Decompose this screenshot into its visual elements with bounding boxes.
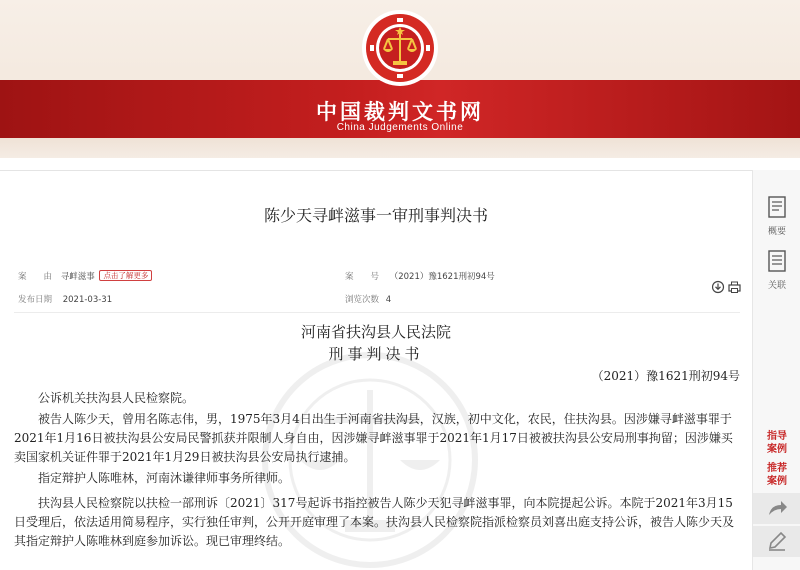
case-number: （2021）豫1621刑初94号 bbox=[591, 369, 740, 383]
related-icon bbox=[767, 250, 787, 272]
related-label: 关联 bbox=[767, 281, 786, 291]
header-bottom-band bbox=[0, 138, 800, 158]
publish-date-label: 发布日期 bbox=[18, 295, 53, 305]
summary-button[interactable] bbox=[753, 196, 800, 237]
related-button[interactable] bbox=[753, 250, 800, 291]
recommended-cases-link[interactable] bbox=[753, 462, 800, 488]
meta-case-no bbox=[345, 270, 495, 282]
share-icon bbox=[753, 493, 800, 524]
guiding-cases-label: 指导案例 bbox=[767, 431, 787, 455]
meta-divider bbox=[14, 312, 740, 313]
guiding-cases-link[interactable] bbox=[753, 430, 800, 456]
site-title: 中国裁判文书网 bbox=[316, 100, 484, 124]
share-button[interactable] bbox=[753, 493, 800, 524]
paragraph-defendant: 被告人陈少天，曾用名陈志伟，男，1975年3月4日出生于河南省扶沟县，汉族，初中文化，农民，住扶沟县。因涉嫌寻衅滋事罪于2021年1月16日被扶沟县公安局民警抓获并限制人身自由，因涉嫌寻衅滋事罪于2021年1月17日被被扶沟县公安局刑事拘留；因涉嫌买卖国家机关证件罪于2021年1月29日被扶沟县公安局执行逮捕。 bbox=[14, 412, 733, 464]
meta-cause bbox=[18, 270, 152, 282]
document-type: 刑事判决书 bbox=[328, 345, 424, 363]
publish-date-value: 2021-03-31 bbox=[62, 295, 113, 305]
paragraph-proceedings: 扶沟县人民检察院以扶检一部刑诉〔2021〕317号起诉书指控被告人陈少天犯寻衅滋事罪，向本院提起公诉。本院于2021年3月15日受理后，依法适用简易程序，实行独任审判，公开开庭审理了本案。扶沟县人民检察院指派检察员刘喜出庭支持公诉，被告人陈少天及其指定辩护人陈唯林到庭参加诉讼。现已审理终结。 bbox=[14, 496, 735, 548]
views-value: 4 bbox=[385, 295, 392, 305]
recommended-cases-label: 推荐案例 bbox=[767, 463, 787, 487]
edit-button[interactable] bbox=[753, 526, 800, 557]
page-title: 陈少天寻衅滋事一审刑事判决书 bbox=[263, 206, 488, 225]
court-name: 河南省扶沟县人民法院 bbox=[300, 323, 451, 341]
emblem-icon bbox=[360, 8, 440, 88]
views-label: 浏览次数 bbox=[345, 295, 380, 305]
cause-label: 案 由 bbox=[18, 272, 53, 282]
meta-views bbox=[345, 293, 391, 305]
case-no-value: （2021）豫1621刑初94号 bbox=[389, 272, 495, 282]
summary-label: 概要 bbox=[767, 227, 786, 237]
document-tools bbox=[712, 279, 742, 293]
paragraph-prosecutor: 公诉机关扶沟县人民检察院。 bbox=[38, 391, 195, 405]
summary-icon bbox=[767, 196, 787, 218]
meta-publish-date bbox=[18, 293, 112, 305]
paragraph-defender: 指定辩护人陈唯林，河南沐谦律师事务所律师。 bbox=[38, 471, 291, 485]
site-subtitle: China Judgements Online bbox=[336, 122, 464, 133]
edit-icon bbox=[753, 526, 800, 557]
site-header bbox=[0, 0, 800, 158]
download-icon[interactable] bbox=[713, 282, 724, 293]
cause-value: 寻衅滋事 bbox=[60, 272, 95, 282]
learn-more-button[interactable]: 点击了解更多 bbox=[99, 270, 152, 281]
print-icon[interactable] bbox=[729, 282, 740, 293]
case-no-label: 案 号 bbox=[345, 272, 380, 282]
